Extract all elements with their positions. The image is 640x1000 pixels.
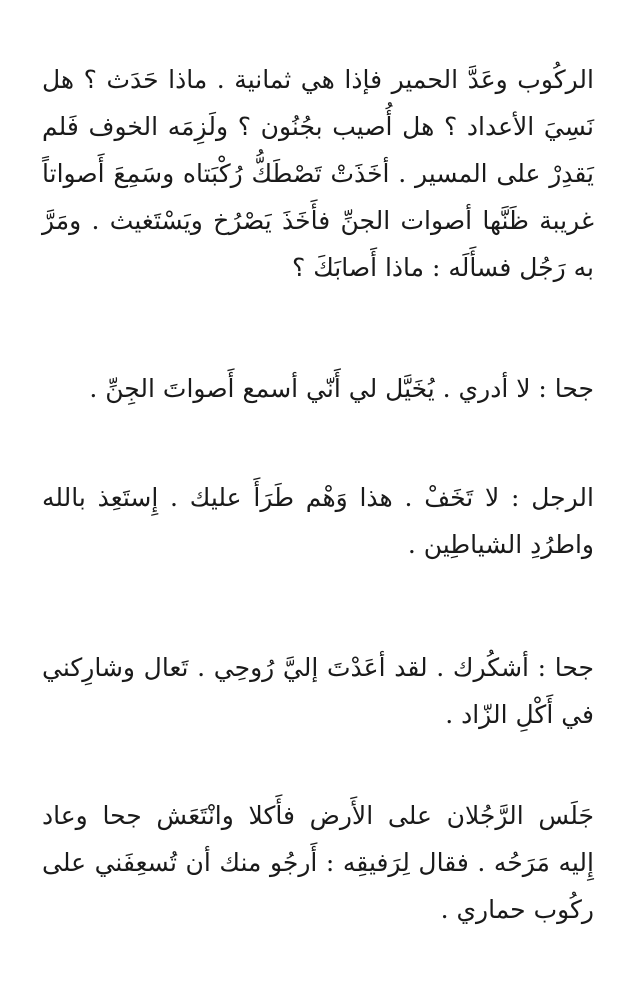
text-line: جَلَس الرَّجُلان على الأَرض فأَكلا وانْتَعَش جحا وعاد bbox=[42, 801, 594, 830]
text-line: واطرُدِ الشياطِين . bbox=[407, 530, 594, 559]
text-line: ركُوب حماري . bbox=[440, 895, 594, 924]
text-line: به رَجُل فسأَلَه : ماذا أَصابَكَ ؟ bbox=[292, 253, 594, 282]
text-line: جحا : لا أدري . يُخَيَّل لي أَنّي أسمع أَصواتَ الجِنِّ . bbox=[89, 374, 594, 403]
paragraph-dialogue-juha-2 bbox=[42, 644, 594, 738]
paragraph-dialogue-juha-1 bbox=[42, 365, 594, 412]
text-line: جحا : أشكُرك . لقد أعَدْتَ إليَّ رُوحِي . تَعال وشارِكني bbox=[42, 653, 594, 682]
text-line: الركُوب وعَدَّ الحمير فإذا هي ثمانية . ماذا حَدَث ؟ هل bbox=[42, 65, 594, 94]
paragraph-narration-1 bbox=[42, 56, 594, 291]
text-line: نَسِيَ الأعداد ؟ هل أُصيب بجُنُون ؟ ولَزِمَه الخوف فَلم bbox=[42, 112, 594, 141]
paragraph-narration-2 bbox=[42, 792, 594, 933]
text-line: إِليه مَرَحُه . فقال لِرَفيقِه : أَرجُو منك أن تُسعِفَني على bbox=[42, 848, 594, 877]
paragraph-dialogue-man bbox=[42, 474, 594, 568]
text-line: يَقدِرْ على المسير . أخَذَتْ تَصْطَكُّ رُكْبَتاه وسَمِعَ أَصواتاً bbox=[42, 159, 594, 188]
text-line: الرجل : لا تَخَفْ . هذا وَهْم طَرَأَ عليك . إِستَعِذ بالله bbox=[42, 483, 594, 512]
text-line: غريبة ظَنَّها أصوات الجنِّ فأَخَذَ يَصْرُخ ويَسْتَغيث . ومَرَّ bbox=[42, 206, 594, 235]
text-line: في أَكْلِ الزّاد . bbox=[445, 700, 594, 729]
